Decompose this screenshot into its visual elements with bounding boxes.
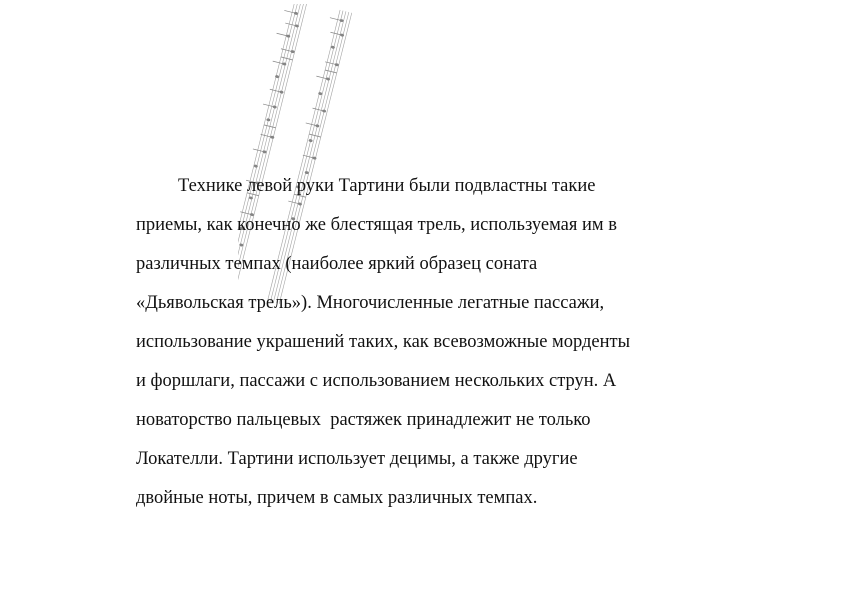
- paragraph-line: приемы, как конечно же блестящая трель, используемая им в: [136, 215, 617, 235]
- paragraph-line: двойные ноты, причем в самых различных темпах.: [136, 488, 538, 508]
- paragraph-line: Технике левой руки Тартини были подвластны такие: [178, 176, 596, 196]
- body-paragraph: [136, 171, 736, 522]
- paragraph-line: новаторство пальцевых растяжек принадлежит не только: [136, 410, 591, 430]
- paragraph-line: использование украшений таких, как всевозможные морденты: [136, 332, 631, 352]
- paragraph-line: «Дьявольская трель»). Многочисленные легатные пассажи,: [136, 293, 605, 313]
- paragraph-line: и форшлаги, пассажи с использованием нескольких струн. А: [136, 371, 617, 391]
- paragraph-line: различных темпах (наиболее яркий образец соната: [136, 254, 538, 274]
- paragraph-line: Локателли. Тартини использует децимы, а также другие: [136, 449, 578, 469]
